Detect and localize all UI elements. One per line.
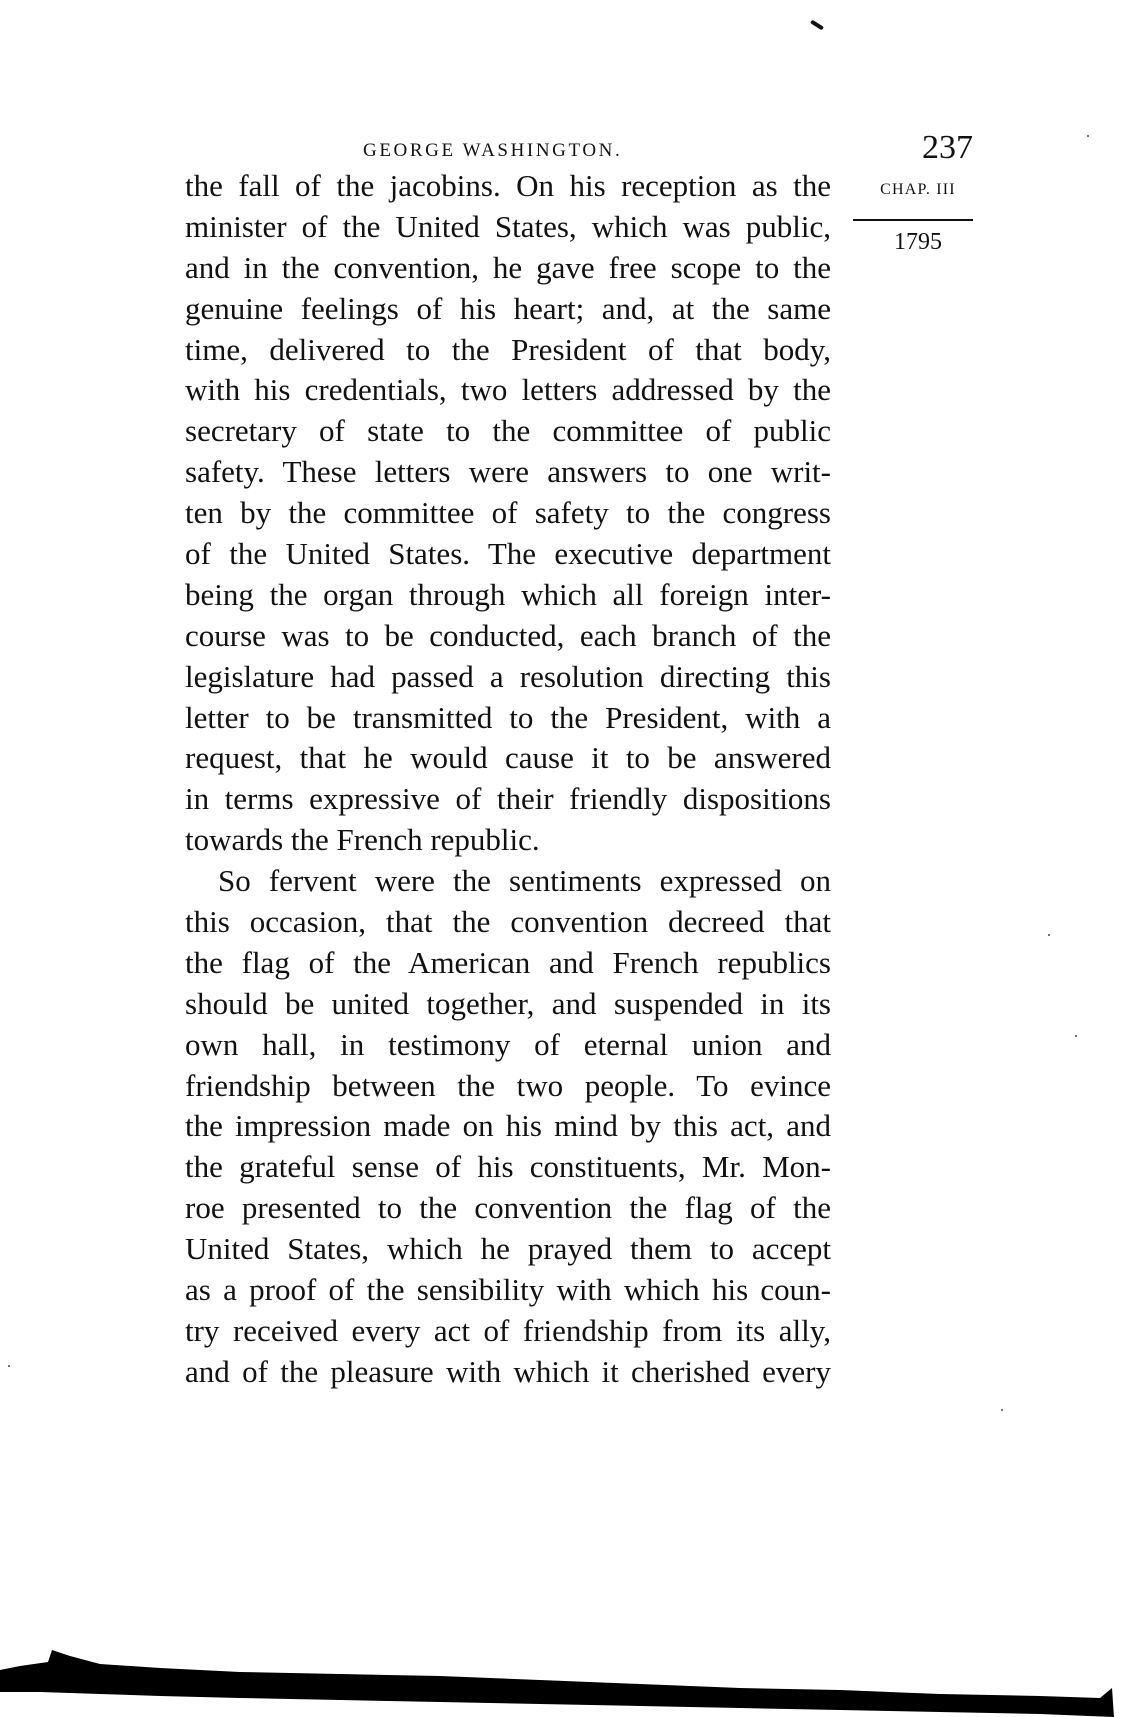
scan-artifact-mark [810, 20, 824, 31]
running-head: GEORGE WASHINGTON. [363, 140, 623, 161]
text-line: and of the pleasure with which it cherished every [185, 1353, 831, 1389]
scan-speck [1075, 1035, 1077, 1037]
margin-rule [853, 219, 973, 221]
text-line: and in the convention, he gave free scope to the [185, 249, 831, 285]
body-text [185, 166, 831, 1393]
paragraph-1 [185, 166, 831, 861]
text-line: legislature had passed a resolution directing this [185, 658, 831, 694]
text-line: safety. These letters were answers to one writ- [185, 454, 831, 490]
text-line: this occasion, that the convention decreed that [185, 904, 831, 940]
text-line: with his credentials, two letters addressed by the [185, 372, 831, 408]
text-line: genuine feelings of his heart; and, at the same [185, 290, 831, 326]
text-line: time, delivered to the President of that body, [185, 331, 831, 367]
text-line: request, that he would cause it to be answered [185, 740, 831, 776]
text-line: in terms expressive of their friendly dispositions [185, 781, 831, 817]
margin-year: 1795 [894, 229, 942, 255]
text-line: United States, which he prayed them to accept [185, 1231, 831, 1267]
scan-speck [1087, 135, 1089, 137]
text-line: should be united together, and suspended in its [185, 985, 831, 1021]
text-line: letter to be transmitted to the President, with a [185, 699, 831, 735]
scan-speck [1001, 1409, 1003, 1411]
text-line: secretary of state to the committee of public [185, 413, 831, 449]
scan-page-edge-shadow [0, 1600, 1121, 1717]
text-line: So fervent were the sentiments expressed on [218, 863, 831, 899]
scan-speck [8, 1365, 10, 1367]
text-line: the fall of the jacobins. On his reception as the [185, 168, 831, 203]
text-line: ten by the committee of safety to the congress [185, 495, 831, 531]
text-line: being the organ through which all foreign inter- [185, 576, 831, 612]
scan-speck [1048, 934, 1050, 936]
text-line: own hall, in testimony of eternal union and [185, 1026, 831, 1062]
text-line: try received every act of friendship from its ally, [185, 1312, 831, 1348]
text-line: minister of the United States, which was public, [185, 208, 831, 244]
text-line: towards the French republic. [185, 822, 540, 858]
page-number: 237 [922, 129, 973, 166]
text-line: the grateful sense of his constituents, Mr. Mon- [185, 1149, 831, 1185]
paragraph-2 [185, 861, 831, 1393]
text-line: as a proof of the sensibility with which his coun- [185, 1272, 831, 1308]
text-line: course was to be conducted, each branch of the [185, 617, 831, 653]
text-line: the impression made on his mind by this act, and [185, 1108, 831, 1144]
text-line: roe presented to the convention the flag of the [185, 1190, 831, 1226]
text-line: of the United States. The executive department [185, 536, 831, 572]
margin-chapter-label: CHAP. III [880, 181, 956, 198]
text-line: friendship between the two people. To evince [185, 1067, 831, 1103]
text-line: the flag of the American and French republics [185, 944, 831, 980]
